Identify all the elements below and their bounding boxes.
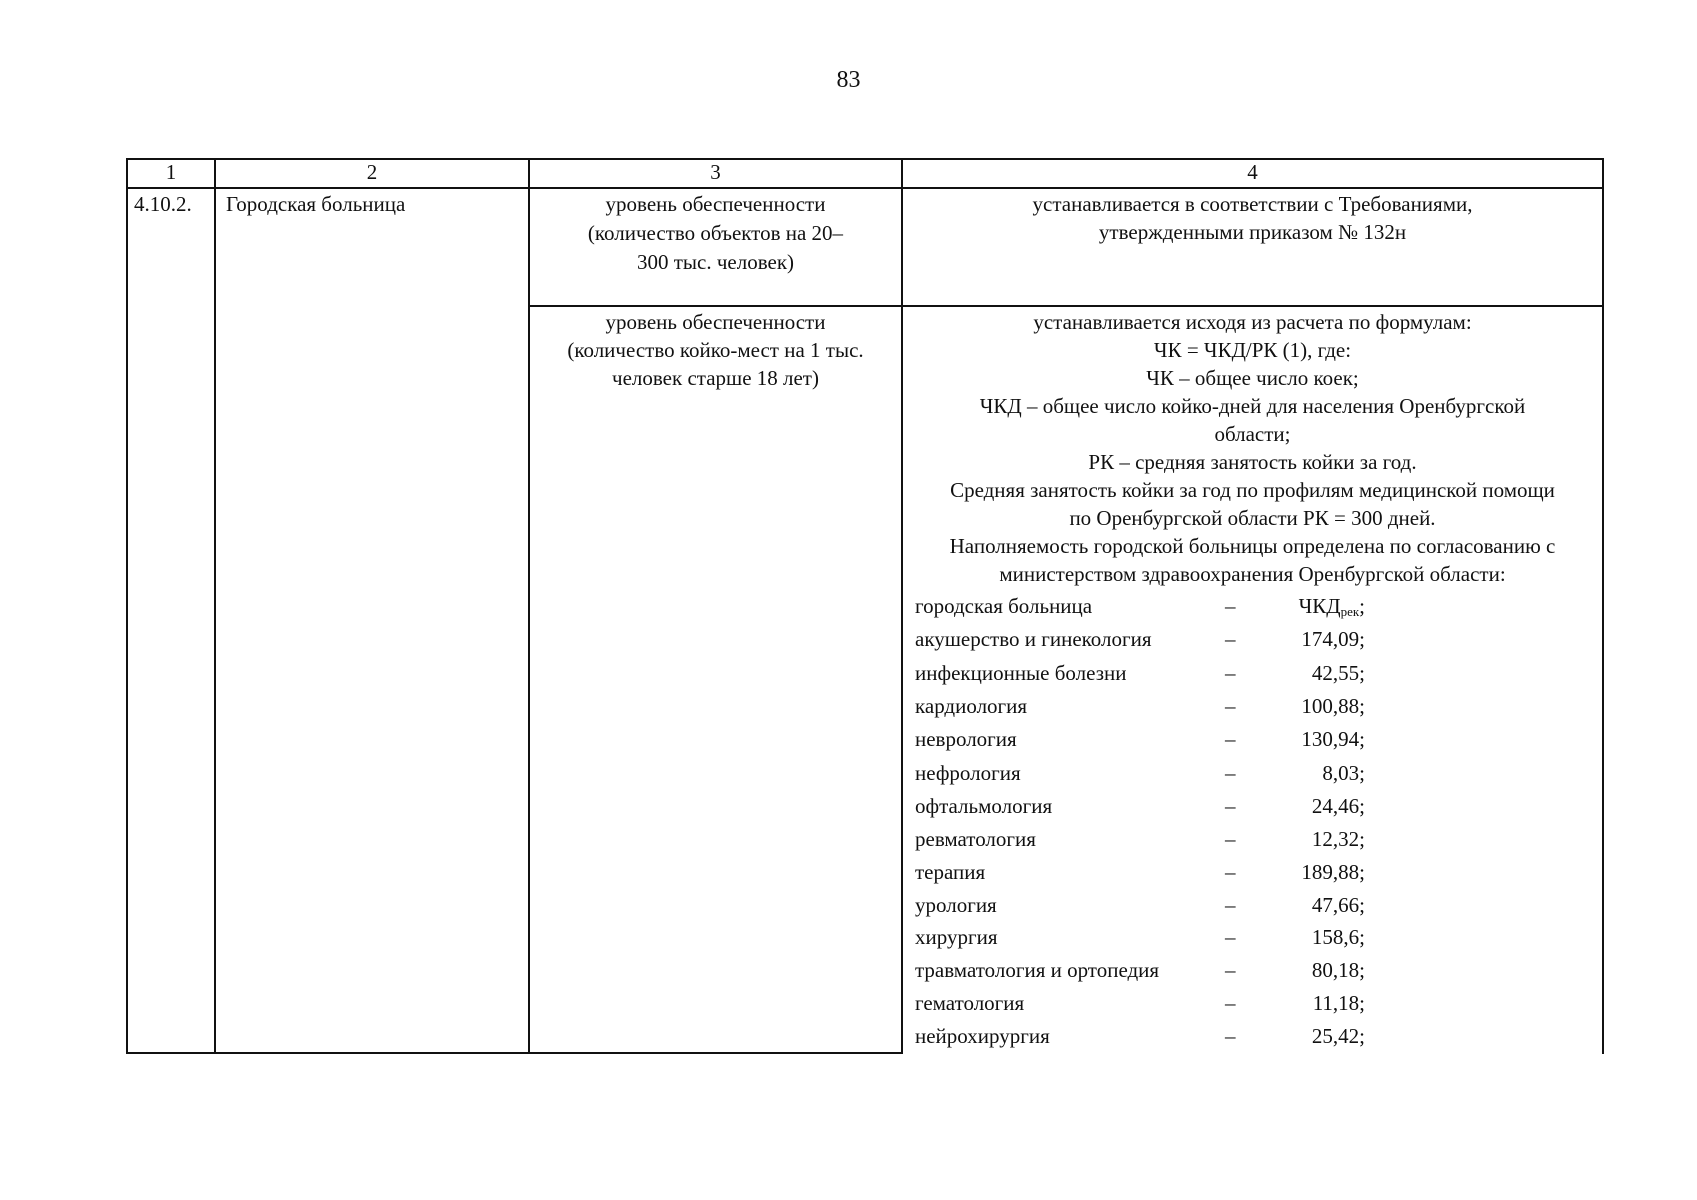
profile-dash: –: [1225, 893, 1236, 917]
profile-value-tail: ;: [1359, 594, 1365, 618]
profile-dash: –: [1225, 727, 1236, 751]
profile-dash: –: [1225, 794, 1236, 818]
profile-value: 130,94;: [1301, 727, 1365, 751]
profile-name: нефрология: [915, 761, 1021, 785]
profile-name: неврология: [915, 727, 1017, 751]
table-border-bottom: [126, 1052, 903, 1054]
profile-name: нейрохирургия: [915, 1024, 1050, 1048]
profile-row: [915, 888, 1565, 922]
profile-value: 189,88;: [1301, 860, 1365, 884]
profile-name: офтальмология: [915, 794, 1053, 818]
profile-value: 24,46;: [1311, 794, 1365, 818]
column-divider-2: [528, 158, 530, 1054]
formula-line: РК – средняя занятость койки за год.: [1088, 450, 1417, 474]
header-divider: [126, 187, 1604, 189]
profile-value: 47,66;: [1311, 893, 1365, 917]
indicator-1-value-line: устанавливается в соответствии с Требованиями,: [1032, 192, 1473, 216]
formula-line: области;: [1214, 422, 1291, 446]
formula-line: по Оренбургской области РК = 300 дней.: [1069, 506, 1436, 530]
profile-name: гематология: [915, 991, 1025, 1015]
formula-line: ЧК = ЧКД/РК (1), где:: [1153, 338, 1352, 362]
indicator-1-value: [903, 190, 1602, 246]
indicator-2-text: [530, 308, 901, 392]
profile-row: [915, 622, 1565, 656]
profile-row: [915, 656, 1565, 690]
column-divider-1: [214, 158, 216, 1054]
profile-name: хирургия: [915, 925, 998, 949]
profile-dash: –: [1225, 661, 1236, 685]
formula-line: Наполняемость городской больницы определена по согласованию с: [949, 534, 1556, 558]
header-cell-4: 4: [1247, 160, 1258, 184]
profile-dash: –: [1225, 991, 1236, 1015]
header-cell-3: 3: [710, 160, 721, 184]
profile-row: [915, 722, 1565, 756]
profile-dash: –: [1225, 594, 1236, 618]
profile-name: урология: [915, 893, 997, 917]
indicator-1-line: уровень обеспеченности: [605, 192, 826, 216]
indicator-2-formula: [903, 308, 1602, 588]
indicator-1-value-line: утвержденными приказом № 132н: [1098, 220, 1407, 244]
profile-value: 80,18;: [1311, 958, 1365, 982]
indicator-2-line: человек старше 18 лет): [612, 366, 819, 390]
profile-name: акушерство и гинекология: [915, 627, 1152, 651]
profile-row: [915, 756, 1565, 790]
profile-dash: –: [1225, 694, 1236, 718]
profile-value: 100,88;: [1301, 694, 1365, 718]
profile-value: 12,32;: [1311, 827, 1365, 851]
table-border-left: [126, 158, 128, 1054]
row-divider: [528, 305, 1604, 307]
table-border-right: [1602, 158, 1604, 1054]
formula-line: устанавливается исходя из расчета по формулам:: [1033, 310, 1472, 334]
profile-row: [915, 789, 1565, 823]
profile-dash: –: [1225, 627, 1236, 651]
formula-line: Средняя занятость койки за год по профилям медицинской помощи: [950, 478, 1555, 502]
profile-dash: –: [1225, 761, 1236, 785]
profile-dash: –: [1225, 958, 1236, 982]
object-name: Городская больница: [226, 192, 406, 216]
profile-name: травматология и ортопедия: [915, 958, 1160, 982]
page-number: 83: [836, 67, 861, 93]
formula-line: ЧК – общее число коек;: [1146, 366, 1359, 390]
indicator-1-line: (количество объектов на 20–: [587, 221, 844, 245]
profile-value: 11,18;: [1312, 991, 1365, 1015]
profile-row: [915, 855, 1565, 889]
header-cell-1: 1: [165, 160, 177, 184]
profile-value-main: ЧКД: [1298, 594, 1341, 618]
profile-name: ревматология: [915, 827, 1036, 851]
profile-value: 25,42;: [1311, 1024, 1365, 1048]
profile-row: [915, 689, 1565, 723]
profile-dash: –: [1225, 925, 1236, 949]
profile-name: терапия: [915, 860, 986, 884]
profile-row: [915, 986, 1565, 1020]
indicator-1-text: [530, 190, 901, 277]
profile-name: кардиология: [915, 694, 1028, 718]
formula-line: министерством здравоохранения Оренбургской области:: [999, 562, 1506, 586]
indicator-1-line: 300 тыс. человек): [636, 250, 795, 274]
indicator-2-line: уровень обеспеченности: [605, 310, 826, 334]
profile-value: 174,09;: [1301, 627, 1365, 651]
row-number: 4.10.2.: [134, 192, 192, 216]
indicator-2-line: (количество койко-мест на 1 тыс.: [567, 338, 864, 362]
profile-name: инфекционные болезни: [915, 661, 1127, 685]
profile-row: [915, 920, 1565, 954]
profile-dash: –: [1225, 827, 1236, 851]
formula-line: ЧКД – общее число койко-дней для населения Оренбургской: [979, 394, 1526, 418]
column-divider-3: [901, 158, 903, 1054]
profile-value: 42,55;: [1311, 661, 1365, 685]
profile-value-subscript: рек: [1340, 604, 1360, 619]
profile-row: [915, 822, 1565, 856]
profile-value: 8,03;: [1322, 761, 1365, 785]
profile-row: [915, 589, 1565, 623]
profile-row: [915, 953, 1565, 987]
profile-dash: –: [1225, 860, 1236, 884]
profile-dash: –: [1225, 1024, 1236, 1048]
profile-value: 158,6;: [1311, 925, 1365, 949]
profile-name: городская больница: [915, 594, 1093, 618]
profile-row: [915, 1019, 1565, 1053]
header-cell-2: 2: [366, 160, 378, 184]
